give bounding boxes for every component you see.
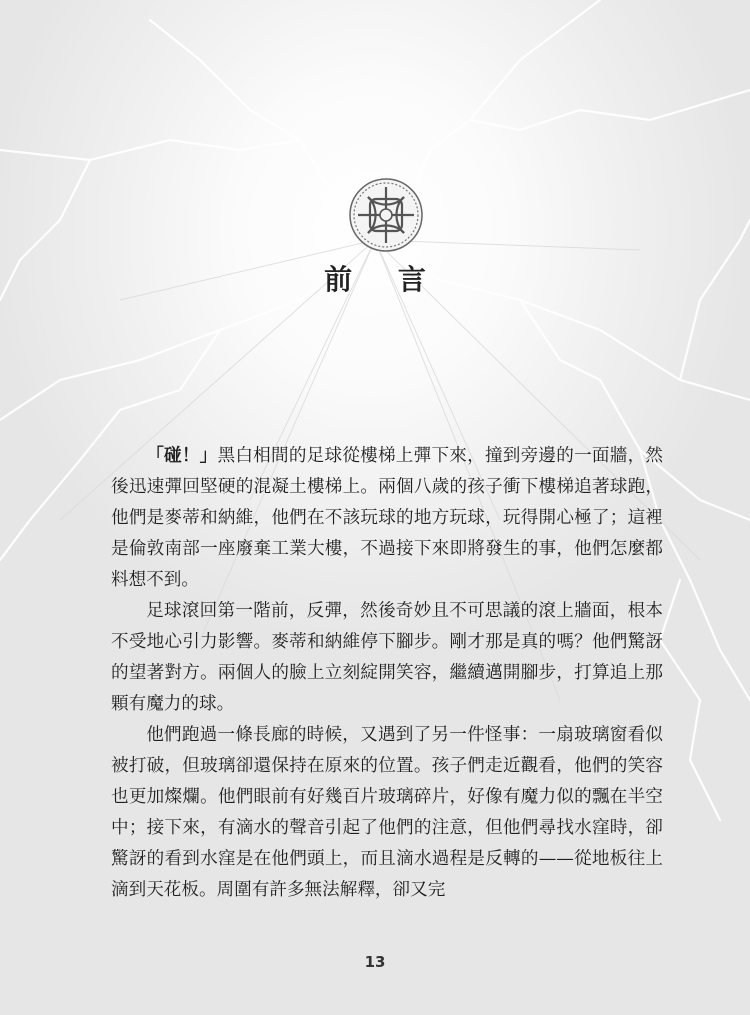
paragraph-2-text: 足球滾回第一階前，反彈，然後奇妙且不可思議的滾上牆面，根本不受地心引力影響。麥蒂和納維停下腳步。剛才那是真的嗎？他們驚訝的望著對方。兩個人的臉上立刻綻開笑容，繼續邁開腳步，打算追上那顆有魔力的球。 [111,601,663,714]
celtic-knot-rune-seal-icon [348,177,424,253]
paragraph-1 [111,440,663,596]
chapter-title: 前 言 [324,263,444,296]
paragraph-1-emphasis: 「碰！」 [146,445,218,466]
paragraph-3 [111,720,663,906]
page-number: 13 [364,953,386,971]
body-text [111,440,663,906]
paragraph-1-text: 黑白相間的足球從樓梯上彈下來，撞到旁邊的一面牆，然後迅速彈回堅硬的混凝土樓梯上。兩個八歲的孩子衝下樓梯追著球跑，他們是麥蒂和納維，他們在不該玩球的地方玩球，玩得開心極了；這裡是倫敦南部一座廢棄工業大樓，不過接下來即將發生的事，他們怎麼都料想不到。 [111,446,663,590]
paragraph-3-text: 他們跑過一條長廊的時候，又遇到了另一件怪事：一扇玻璃窗看似被打破，但玻璃卻還保持在原來的位置。孩子們走近觀看，他們的笑容也更加燦爛。他們眼前有好幾百片玻璃碎片，好像有魔力似的飄在半空中；接下來，有滴水的聲音引起了他們的注意，但他們尋找水窪時，卻驚訝的看到水窪是在他們頭上，而且滴水過程是反轉的——從地板往上滴到天花板。周圍有許多無法解釋，卻又完 [111,725,663,900]
paragraph-2 [111,596,663,720]
